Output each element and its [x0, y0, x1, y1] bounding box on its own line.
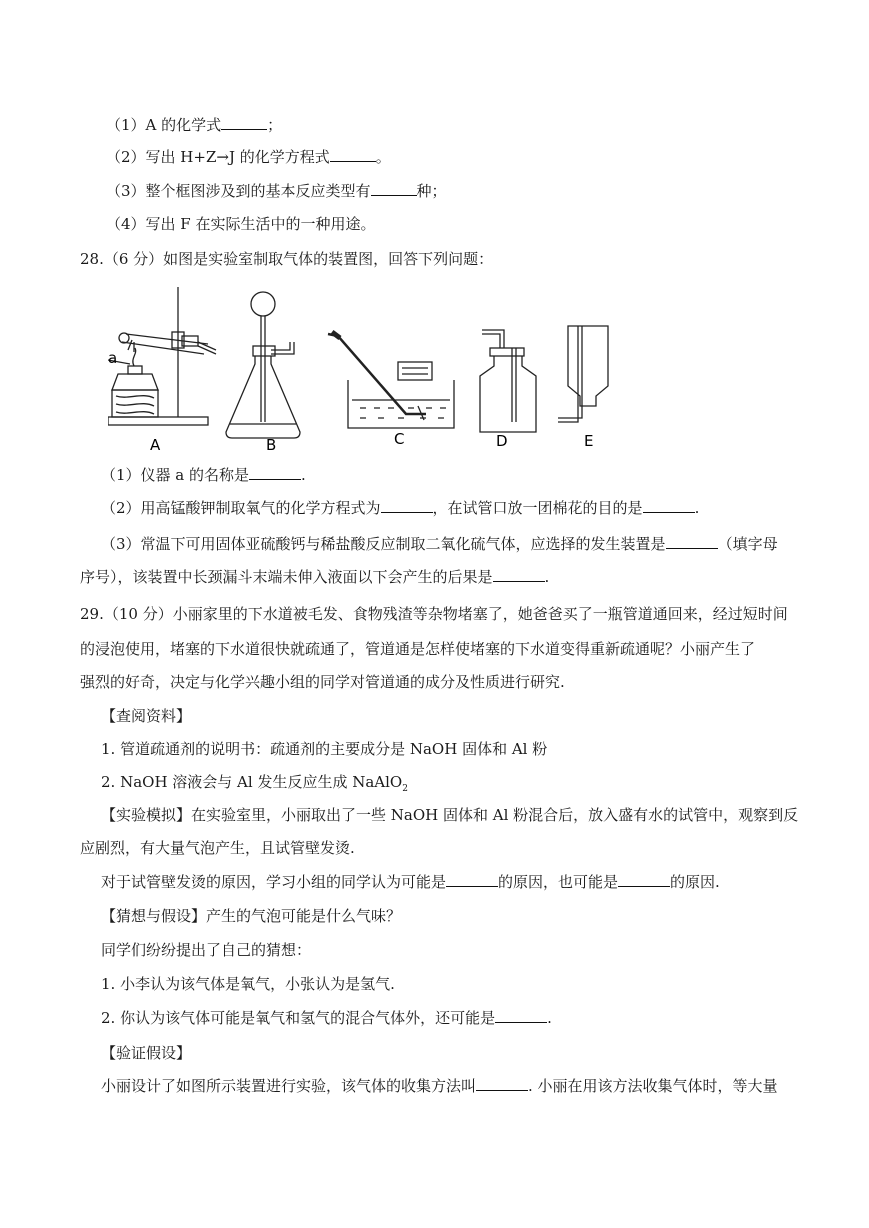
- q28-sub3-cont: 序号），该装置中长颈漏斗末端未伸入液面以下会产生的后果是 .: [80, 568, 550, 586]
- q29-intro-3: 强烈的好奇，决定与化学兴趣小组的同学对管道通的成分及性质进行研究.: [80, 673, 565, 691]
- q29-experiment-3: 对于试管壁发烫的原因，学习小组的同学认为可能是 的原因，也可能是 的原因.: [101, 873, 720, 891]
- answer-blank[interactable]: [643, 498, 695, 513]
- label-a: a: [108, 349, 118, 367]
- q28-sub2: （2）用高锰酸钾制取氧气的化学方程式为 ，在试管口放一团棉花的目的是 .: [101, 499, 700, 517]
- q29-research-2: 2. NaOH 溶液会与 Al 发生反应生成 NaAlO$_2$: [101, 773, 408, 794]
- answer-blank[interactable]: [446, 872, 498, 887]
- q29-guess-heading: 【猜想与假设】产生的气泡可能是什么气味？: [101, 907, 402, 925]
- answer-blank[interactable]: [476, 1076, 528, 1091]
- label-C: C: [394, 430, 405, 448]
- label-B: B: [266, 436, 277, 452]
- answer-blank[interactable]: [381, 498, 433, 513]
- q29-heading-research: 【查阅资料】: [101, 707, 192, 725]
- apparatus-diagram: [108, 282, 628, 452]
- answer-blank[interactable]: [330, 147, 376, 162]
- apparatus-b: [226, 292, 300, 438]
- label-D: D: [496, 432, 508, 450]
- q29-guess-3: 1. 小李认为该气体是氧气，小张认为是氢气.: [101, 975, 395, 993]
- answer-blank[interactable]: [371, 181, 417, 196]
- answer-blank[interactable]: [495, 1008, 547, 1023]
- apparatus-d: [480, 330, 536, 432]
- q28-title: 28.（6 分）如图是实验室制取气体的装置图，回答下列问题：: [80, 250, 494, 268]
- q27-sub2: （2）写出 H+Z→J 的化学方程式 。: [106, 148, 391, 166]
- answer-blank[interactable]: [666, 534, 718, 549]
- apparatus-e: [558, 326, 608, 422]
- q28-sub3: （3）常温下可用固体亚硫酸钙与稀盐酸反应制取二氧化硫气体，应选择的发生装置是 （填字母: [101, 535, 778, 553]
- answer-blank[interactable]: [221, 115, 267, 130]
- q29-guess-2: 同学们纷纷提出了自己的猜想：: [101, 941, 312, 959]
- label-A: A: [150, 436, 161, 452]
- label-E: E: [584, 432, 594, 450]
- q29-intro-1: 29.（10 分）小丽家里的下水道被毛发、食物残渣等杂物堵塞了，她爸爸买了一瓶管道通回来，经过短时间: [80, 605, 788, 623]
- q29-verify-1: 小丽设计了如图所示装置进行实验，该气体的收集方法叫 . 小丽在用该方法收集气体时，等大量: [101, 1077, 778, 1095]
- q28-sub1: （1）仪器 a 的名称是 .: [101, 466, 306, 484]
- answer-blank[interactable]: [493, 567, 545, 582]
- q29-guess-4: 2. 你认为该气体可能是氧气和氢气的混合气体外，还可能是 .: [101, 1009, 552, 1027]
- q29-intro-2: 的浸泡使用，堵塞的下水道很快就疏通了，管道通是怎样使堵塞的下水道变得重新疏通呢？小丽产生了: [80, 640, 756, 658]
- answer-blank[interactable]: [618, 872, 670, 887]
- answer-blank[interactable]: [249, 465, 301, 480]
- q27-sub1: （1）A 的化学式 ；: [106, 116, 283, 134]
- apparatus-figure: [108, 282, 628, 452]
- q27-sub3: （3）整个框图涉及到的基本反应类型有 种；: [106, 182, 447, 200]
- q29-experiment-1: 【实验模拟】在实验室里，小丽取出了一些 NaOH 固体和 Al 粉混合后，放入盛有水的试管中，观察到反: [101, 806, 799, 824]
- apparatus-c: [328, 332, 454, 428]
- apparatus-a: [108, 287, 216, 425]
- q29-experiment-2: 应剧烈，有大量气泡产生，且试管壁发烫.: [80, 839, 355, 857]
- q29-research-1: 1. 管道疏通剂的说明书：疏通剂的主要成分是 NaOH 固体和 Al 粉: [101, 740, 548, 758]
- q27-sub4: （4）写出 F 在实际生活中的一种用途。: [106, 215, 376, 233]
- q29-verify-heading: 【验证假设】: [101, 1044, 192, 1062]
